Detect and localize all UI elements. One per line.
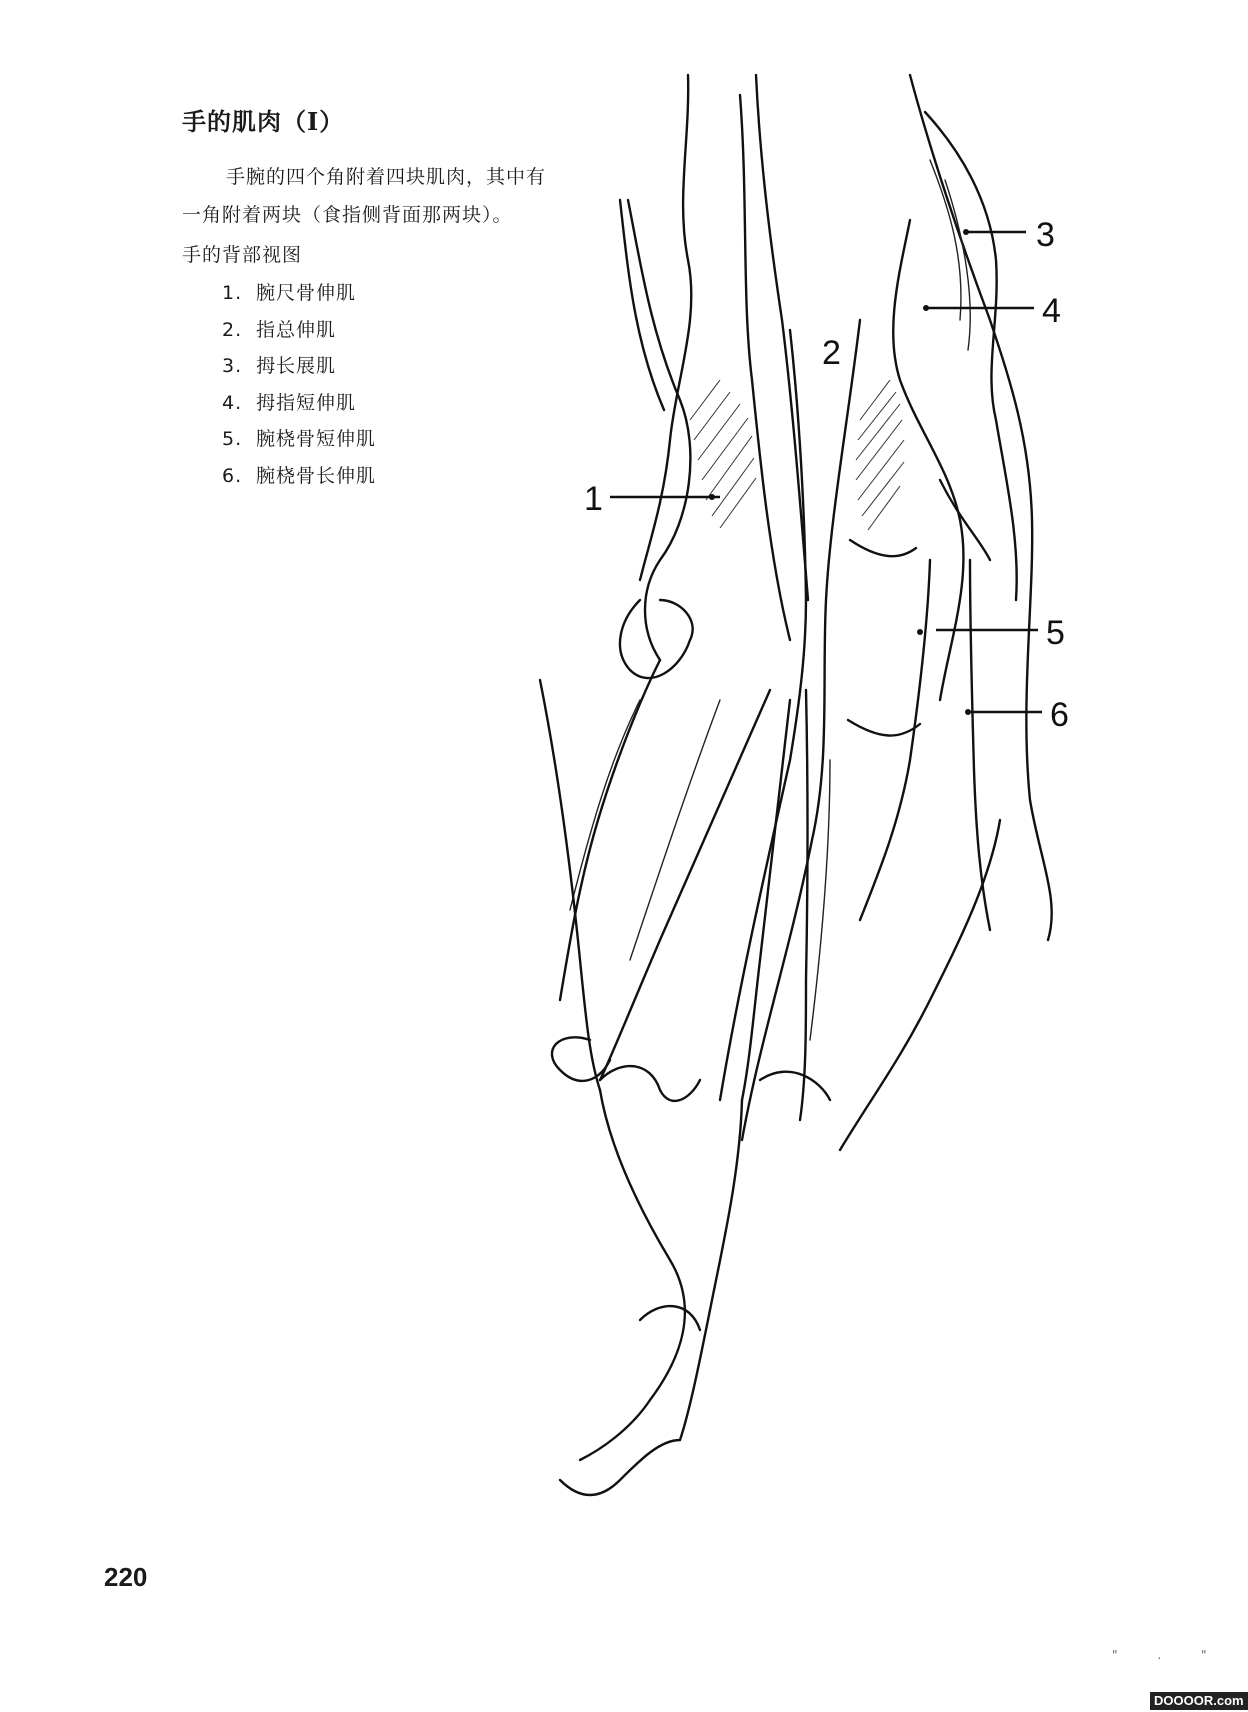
ulna-edge-outer [620, 200, 664, 410]
knuckle-tendon-left [560, 660, 660, 1000]
leader-4-dot [923, 305, 929, 311]
tendon-finger-1 [600, 690, 770, 1080]
wrist-bone-outline [848, 540, 920, 736]
extensor-digitorum-left [720, 330, 806, 1100]
knuckle-2 [760, 1072, 830, 1100]
leader-3-dot [963, 229, 969, 235]
legend-item-2: 2. 指总伸肌 [222, 318, 337, 341]
forearm-contour-left [640, 75, 691, 580]
leader-6-dot [965, 709, 971, 715]
legend-item-4: 4. 拇指短伸肌 [222, 391, 357, 414]
label-4: 4 [1042, 292, 1061, 330]
hand-edge-left [540, 680, 600, 1090]
radial-tendon-join [940, 480, 990, 560]
footer-marks: " . " [1112, 1648, 1225, 1662]
forearm-tendon-left [756, 75, 808, 600]
legend-item-3: 3. 拇长展肌 [222, 355, 337, 377]
forearm-tendon-inner [740, 95, 790, 640]
forearm-contour-right [910, 75, 1052, 940]
label-5: 5 [1046, 614, 1065, 652]
knuckle-1 [600, 1066, 700, 1101]
hatched-region-ulna [690, 380, 756, 528]
page-title: 手的肌肉（Ⅰ） [182, 107, 345, 136]
label-6: 6 [1050, 696, 1069, 734]
index-finger-lower [680, 1100, 742, 1440]
page-number: 220 [104, 1562, 148, 1592]
extensor-carpi-radialis-brevis [860, 560, 930, 920]
thumb-muscle-fibers [930, 160, 970, 350]
site-watermark: DOOOOR.com [1150, 1692, 1248, 1710]
ulna-edge [628, 200, 690, 660]
fingertip [560, 1440, 680, 1495]
tendon-finger-2 [742, 700, 790, 1100]
label-1: 1 [584, 480, 603, 518]
label-3: 3 [1036, 216, 1055, 254]
extensor-pollicis-brevis [893, 220, 963, 700]
intro-line-1: 手腕的四个角附着四块肌肉，其中有 [226, 166, 547, 188]
abductor-pollicis-longus [925, 112, 1017, 600]
tendon-finger-3 [800, 690, 808, 1120]
legend-item-6: 6. 腕桡骨长伸肌 [222, 464, 377, 487]
intro-line-2: 一角附着两块（食指侧背面那两块）。 [182, 204, 513, 226]
hatched-region-radius [856, 380, 904, 530]
hand-edge-right [840, 820, 1000, 1150]
index-finger-upper [580, 1090, 685, 1460]
leader-1-dot [709, 494, 715, 500]
label-2: 2 [822, 334, 841, 372]
view-subheading: 手的背部视图 [182, 244, 303, 266]
legend-item-1: 1. 腕尺骨伸肌 [222, 282, 357, 304]
leader-5-dot [917, 629, 923, 635]
finger-base-fold [552, 1037, 610, 1081]
legend-item-5: 5. 腕桡骨短伸肌 [222, 428, 377, 450]
index-nail [640, 1306, 700, 1330]
